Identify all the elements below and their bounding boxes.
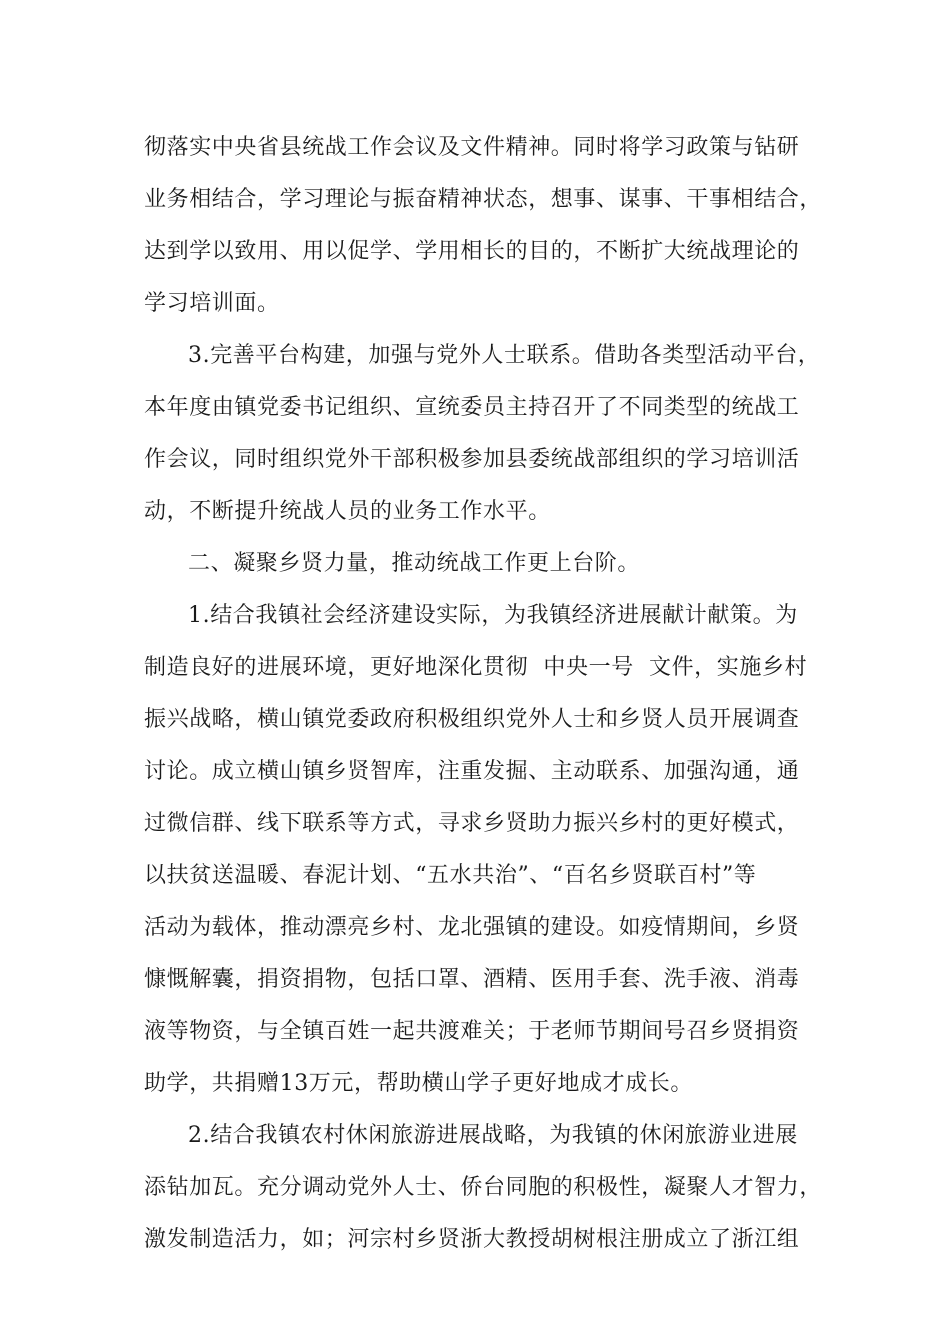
text-line: 液等物资，与全镇百姓一起共渡难关；于老师节期间号召乡贤捐资 bbox=[144, 1019, 800, 1044]
text-line: 制造良好的进展环境，更好地深化贯彻 中央一号 文件，实施乡村 bbox=[144, 655, 808, 680]
text-line: 达到学以致用、用以促学、学用相长的目的，不断扩大统战理论的 bbox=[144, 239, 800, 264]
text-line: 过微信群、线下联系等方式，寻求乡贤助力振兴乡村的更好模式， bbox=[144, 811, 800, 836]
text-line: 激发制造活力，如；河宗村乡贤浙大教授胡树根注册成立了浙江组 bbox=[144, 1227, 800, 1252]
paragraph-heading: 2.结合我镇农村休闲旅游进展战略，为我镇的休闲旅游业进展 bbox=[188, 1123, 798, 1148]
text-line: 添钻加瓦。充分调动党外人士、侨台同胞的积极性，凝聚人才智力， bbox=[144, 1175, 823, 1200]
section-heading: 二、凝聚乡贤力量，推动统战工作更上台阶。 bbox=[188, 551, 641, 576]
text-line: 学习培训面。 bbox=[144, 291, 280, 316]
text-line: 助学，共捐赠13万元，帮助横山学子更好地成才成长。 bbox=[144, 1071, 693, 1096]
text-line: 慷慨解囊，捐资捐物，包括口罩、酒精、医用手套、洗手液、消毒 bbox=[144, 967, 800, 992]
paragraph-heading: 3.完善平台构建，加强与党外人士联系。借助各类型活动平台， bbox=[188, 343, 821, 368]
paragraph-heading: 1.结合我镇社会经济建设实际，为我镇经济进展献计献策。为 bbox=[188, 603, 798, 628]
text-line: 振兴战略，横山镇党委政府积极组织党外人士和乡贤人员开展调查 bbox=[144, 707, 800, 732]
text-line: 以扶贫送温暖、春泥计划、“五水共治”、“百名乡贤联百村”等 bbox=[144, 863, 757, 888]
text-line: 业务相结合，学习理论与振奋精神状态，想事、谋事、干事相结合， bbox=[144, 187, 823, 212]
text-line: 活动为载体，推动漂亮乡村、龙北强镇的建设。如疫情期间，乡贤 bbox=[144, 915, 800, 940]
text-line: 动，不断提升统战人员的业务工作水平。 bbox=[144, 499, 551, 524]
text-line: 本年度由镇党委书记组织、宣统委员主持召开了不同类型的统战工 bbox=[144, 395, 800, 420]
text-line: 彻落实中央省县统战工作会议及文件精神。同时将学习政策与钻研 bbox=[144, 135, 800, 160]
text-line: 讨论。成立横山镇乡贤智库，注重发掘、主动联系、加强沟通，通 bbox=[144, 759, 800, 784]
text-line: 作会议，同时组织党外干部积极参加县委统战部组织的学习培训活 bbox=[144, 447, 800, 472]
